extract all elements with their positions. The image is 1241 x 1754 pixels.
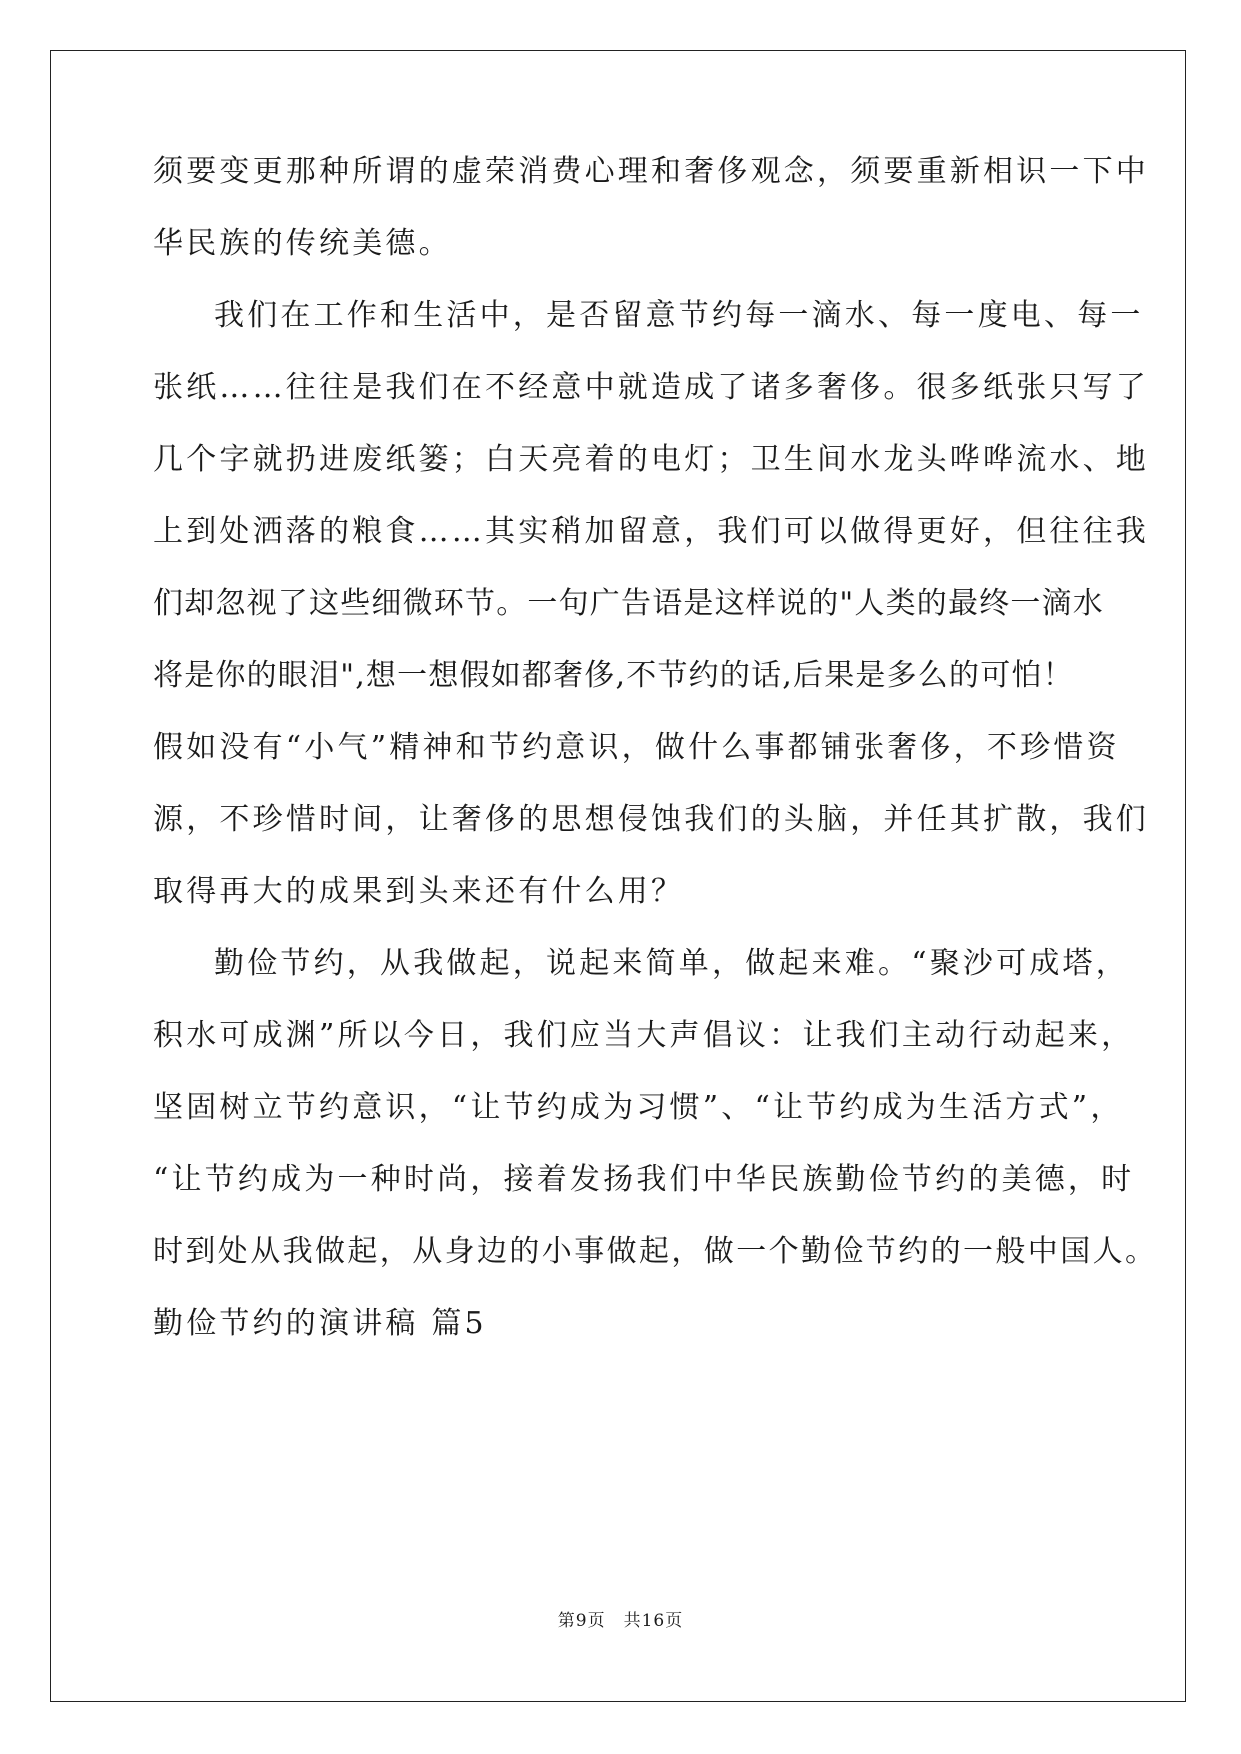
text-line: 须要变更那种所谓的虚荣消费心理和奢侈观念，须要重新相识一下中 [153, 154, 1149, 189]
text-line: “让节约成为一种时尚，接着发扬我们中华民族勤俭节约的美德，时 [153, 1162, 1135, 1197]
text-line: 华民族的传统美德。 [153, 226, 452, 261]
text-line: 将是你的眼泪",想一想假如都奢侈,不节约的话,后果是多么的可怕！ [153, 658, 1074, 693]
text-line: 们却忽视了这些细微环节。一句广告语是这样说的"人类的最终一滴水 [153, 586, 1104, 621]
text-line: 源，不珍惜时间，让奢侈的思想侵蚀我们的头脑，并任其扩散，我们 [153, 802, 1149, 837]
page-total: 共16页 [623, 1611, 684, 1631]
text-line: 时到处从我做起，从身边的小事做起，做一个勤俭节约的一般中国人。 [153, 1234, 1158, 1269]
text-line: 勤俭节约，从我做起，说起来简单，做起来难。“聚沙可成塔， [214, 946, 1129, 981]
text-line: 我们在工作和生活中，是否留意节约每一滴水、每一度电、每一 [214, 298, 1144, 333]
text-line: 上到处洒落的粮食……其实稍加留意，我们可以做得更好，但往往我 [153, 514, 1149, 549]
text-line: 坚固树立节约意识，“让节约成为习惯”、“让节约成为生活方式”， [153, 1090, 1124, 1125]
page-footer [0, 1609, 1241, 1633]
page-number: 第9页 [557, 1611, 606, 1631]
text-line: 假如没有“小气”精神和节约意识，做什么事都铺张奢侈，不珍惜资 [153, 730, 1120, 765]
text-line: 取得再大的成果到头来还有什么用？ [153, 874, 685, 909]
text-line: 张纸……往往是我们在不经意中就造成了诸多奢侈。很多纸张只写了 [153, 370, 1149, 405]
text-line: 积水可成渊”所以今日，我们应当大声倡议：让我们主动行动起来， [153, 1018, 1135, 1053]
text-line: 几个字就扔进废纸篓；白天亮着的电灯；卫生间水龙头哗哗流水、地 [153, 442, 1149, 477]
section-heading: 勤俭节约的演讲稿 篇5 [153, 1306, 487, 1341]
